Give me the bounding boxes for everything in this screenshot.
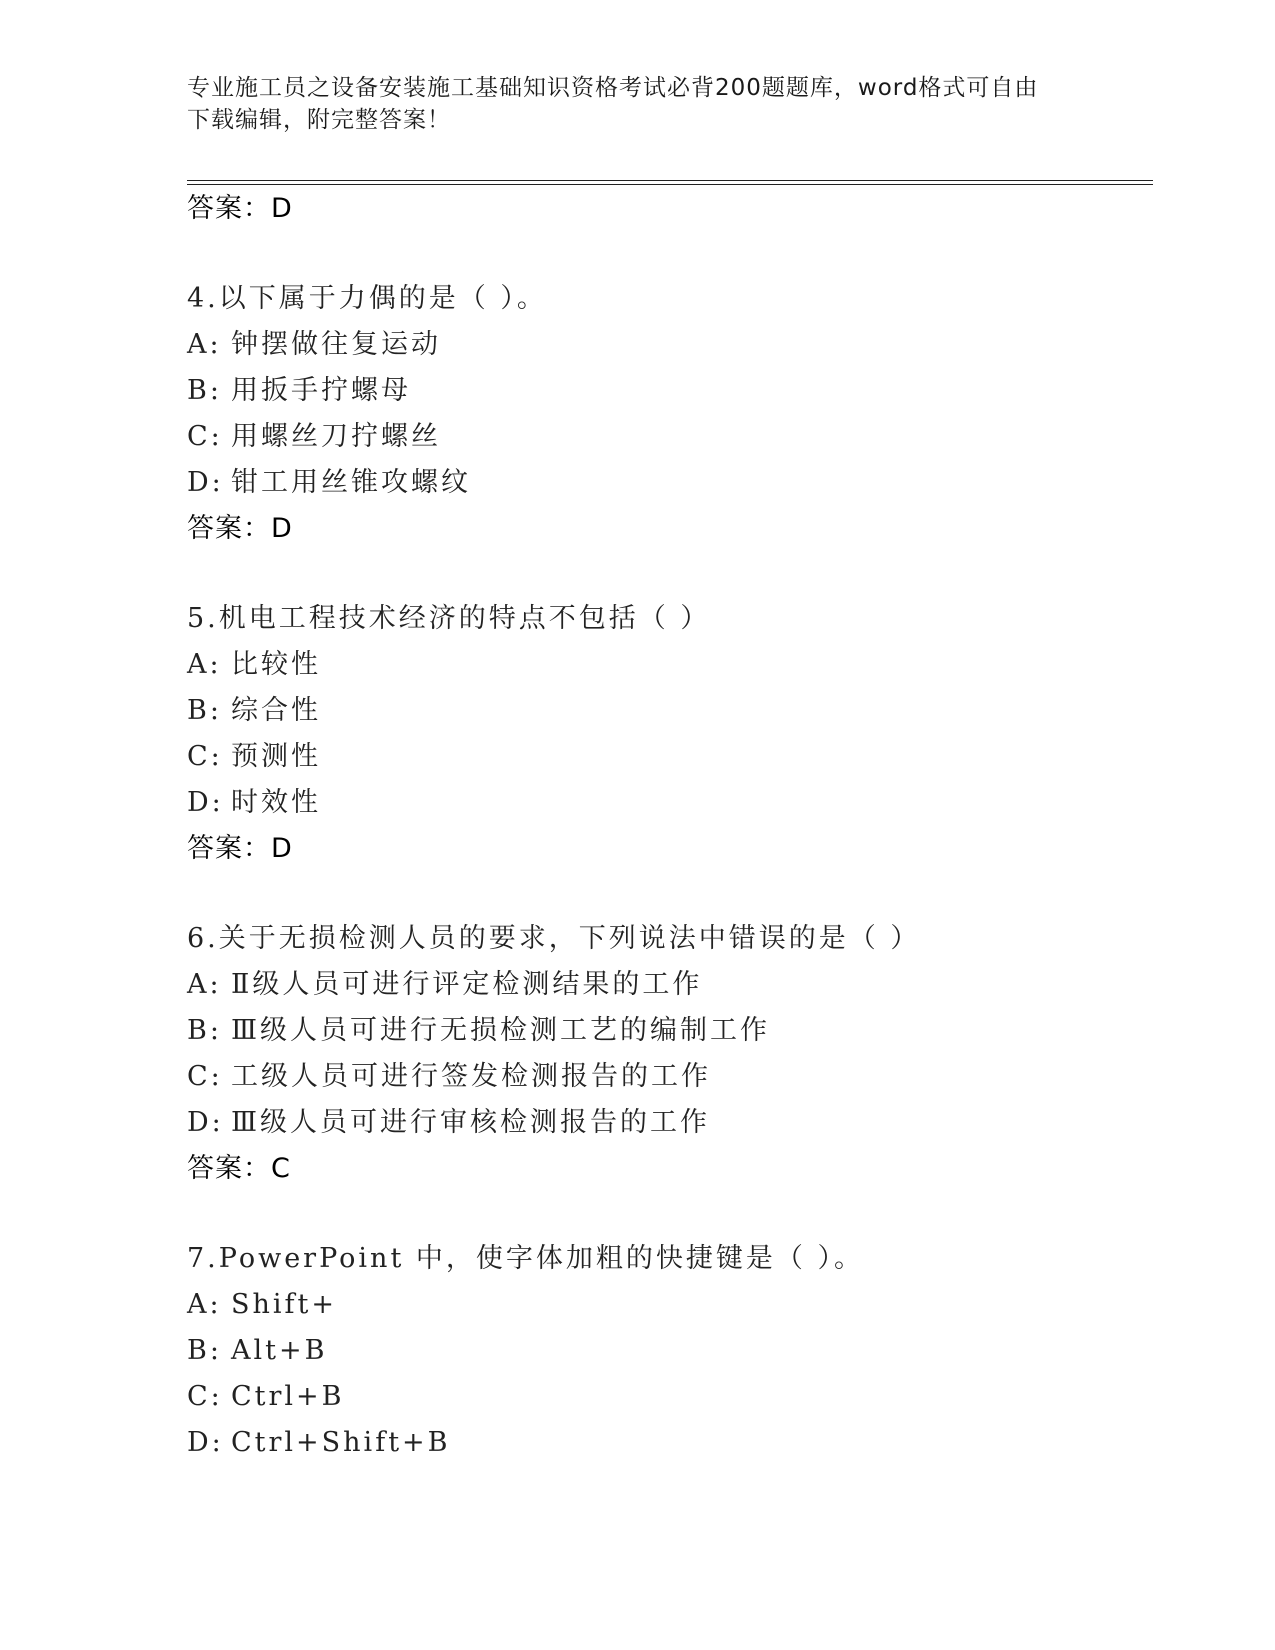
header-line-2: 下载编辑，附完整答案！	[187, 107, 451, 133]
option-text: 用扳手拧螺母	[231, 375, 411, 406]
option-text: Ⅲ级人员可进行审核检测报告的工作	[231, 1107, 711, 1138]
option-b	[187, 1328, 1147, 1374]
option-a	[187, 642, 1147, 688]
answer: 答案：D	[187, 833, 293, 864]
option-letter: D:	[187, 787, 224, 818]
option-letter: A:	[187, 1289, 222, 1320]
option-text: 时效性	[231, 787, 321, 818]
option-letter: B:	[187, 375, 222, 406]
option-letter: D:	[187, 467, 224, 498]
option-d	[187, 1420, 1147, 1466]
page-header	[187, 72, 1077, 136]
option-letter: A:	[187, 649, 222, 680]
option-letter: C:	[187, 1061, 223, 1092]
option-text: 钟摆做往复运动	[231, 329, 441, 360]
option-text: 综合性	[231, 695, 321, 726]
option-c	[187, 414, 1147, 460]
option-text: Ctrl+Shift+B	[231, 1427, 451, 1458]
header-divider-top	[187, 180, 1153, 181]
option-b	[187, 368, 1147, 414]
question-stem: 6.关于无损检测人员的要求，下列说法中错误的是（ ）	[187, 923, 921, 954]
option-text: 钳工用丝锥攻螺纹	[231, 467, 471, 498]
option-a	[187, 1282, 1147, 1328]
header-divider-bottom	[187, 184, 1153, 185]
option-letter: A:	[187, 969, 222, 1000]
option-letter: B:	[187, 695, 222, 726]
option-letter: A:	[187, 329, 222, 360]
question-5	[187, 596, 1147, 872]
option-text: Ⅱ级人员可进行评定检测结果的工作	[231, 969, 703, 1000]
question-stem: 4.以下属于力偶的是（ ）。	[187, 283, 547, 314]
option-text: 用螺丝刀拧螺丝	[231, 421, 441, 452]
option-letter: B:	[187, 1335, 222, 1366]
option-letter: C:	[187, 741, 223, 772]
question-stem: 7.PowerPoint 中，使字体加粗的快捷键是（ ）。	[187, 1243, 864, 1274]
header-line-1: 专业施工员之设备安装施工基础知识资格考试必背200题题库，word格式可自由	[187, 75, 1039, 101]
option-text: Ⅲ级人员可进行无损检测工艺的编制工作	[231, 1015, 771, 1046]
option-letter: B:	[187, 1015, 222, 1046]
option-text: 比较性	[231, 649, 321, 680]
option-letter: D:	[187, 1427, 224, 1458]
option-b	[187, 688, 1147, 734]
option-letter: C:	[187, 421, 223, 452]
question-4	[187, 276, 1147, 552]
previous-answer: 答案：D	[187, 193, 293, 224]
option-text: Shift+	[231, 1289, 337, 1320]
option-letter: C:	[187, 1381, 223, 1412]
answer: 答案：D	[187, 513, 293, 544]
question-7	[187, 1236, 1147, 1466]
option-text: 工级人员可进行签发检测报告的工作	[231, 1061, 711, 1092]
option-a	[187, 962, 1147, 1008]
option-d	[187, 460, 1147, 506]
option-text: Alt+B	[231, 1335, 328, 1366]
option-text: Ctrl+B	[231, 1381, 345, 1412]
question-stem: 5.机电工程技术经济的特点不包括（ ）	[187, 603, 711, 634]
option-d	[187, 1100, 1147, 1146]
answer: 答案：C	[187, 1153, 291, 1184]
option-c	[187, 1054, 1147, 1100]
option-c	[187, 1374, 1147, 1420]
document-body	[187, 186, 1147, 1466]
option-b	[187, 1008, 1147, 1054]
option-letter: D:	[187, 1107, 224, 1138]
option-text: 预测性	[231, 741, 321, 772]
option-c	[187, 734, 1147, 780]
question-6	[187, 916, 1147, 1192]
option-a	[187, 322, 1147, 368]
option-d	[187, 780, 1147, 826]
